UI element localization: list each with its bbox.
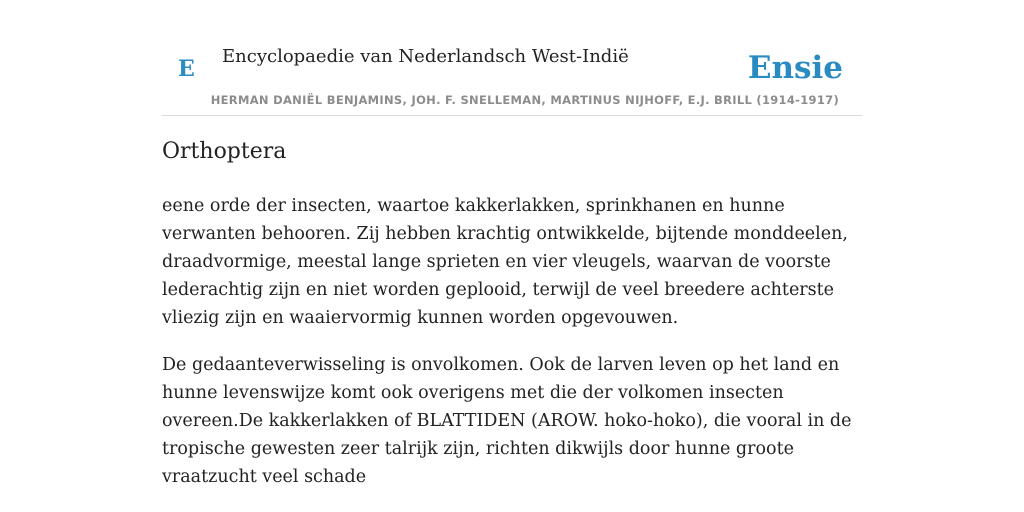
- page-header: [162, 40, 862, 116]
- entry-paragraph: De gedaanteverwisseling is onvolkomen. Ook de larven leven op het land en hunne levenswijze komt ook overigens met die der volkomen insecten overeen.De kakkerlakken of BLATTIDEN (AROW. hoko-hoko), die vooral in de tropische gewesten zeer talrijk zijn, richten dikwijls door hunne groote vraatzucht veel schade: [162, 355, 852, 487]
- entry-content: [162, 192, 867, 510]
- book-title[interactable]: Encyclopaedie van Nederlandsch West-Indië: [222, 46, 629, 67]
- book-logo[interactable]: E: [178, 56, 195, 82]
- ensie-logo[interactable]: Ensie: [747, 50, 843, 86]
- book-authors: HERMAN DANIËL BENJAMINS, JOH. F. SNELLEMAN, MARTINUS NIJHOFF, E.J. BRILL (1914-1917): [210, 93, 839, 107]
- entry-title: Orthoptera: [162, 139, 287, 164]
- entry-paragraph: eene orde der insecten, waartoe kakkerlakken, sprinkhanen en hunne verwanten behooren. Zij hebben krachtig ontwikkelde, bijtende monddeelen, draadvormige, meestal lange sprieten en vier vleugels, waarvan de voorste lederachtig zijn en niet worden geplooid, terwijl de veel breedere achterste vliezig zijn en waaiervormig kunnen worden opgevouwen.: [162, 196, 848, 328]
